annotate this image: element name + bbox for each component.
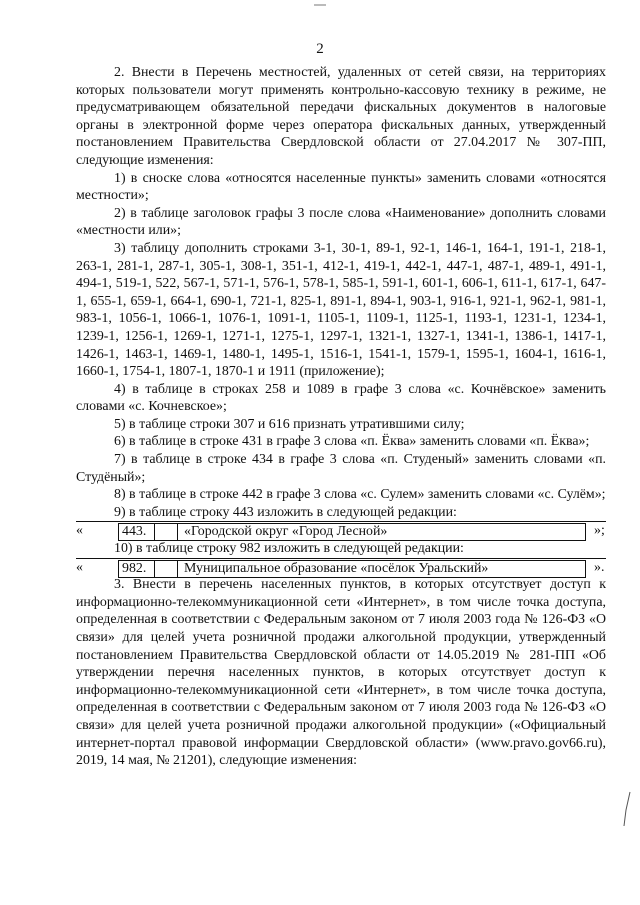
- margin-pen-mark: [620, 790, 634, 830]
- paragraph-item-2: 2. Внести в Перечень местностей, удаленных от сетей связи, на территориях которых пользователи могут применять контрольно-кассовую технику в режиме, не предусматривающем обязательной передачи фискальных документов в налоговые органы в электронной форме через оператора фискальных данных, утвержденный постановлением Правительства Свердловской области от 27.04.2017 № 307-ПП, следующие изменения:: [76, 65, 606, 168]
- subitem-9-wrap: [76, 504, 606, 523]
- paragraph-subitem-7: 7) в таблице в строке 434 в графе 3 слова «п. Студеный» заменить словами «п. Студёный»;: [76, 452, 606, 485]
- paragraph-subitem-9: 9) в таблице строку 443 изложить в следующей редакции:: [114, 504, 457, 520]
- row-number-cell: 982.: [119, 561, 155, 577]
- close-quote: ».: [594, 559, 605, 575]
- paragraph-subitem-10: 10) в таблице строку 982 изложить в следующей редакции:: [114, 541, 464, 557]
- subitem-10-wrap: [76, 540, 606, 559]
- row-name-cell: Муниципальное образование «посёлок Уральский»: [184, 560, 489, 576]
- table-row-982: [76, 559, 606, 577]
- paragraph-subitem-8: 8) в таблице в строке 442 в графе 3 слова «с. Сулем» заменить словами «с. Сулём»;: [114, 487, 606, 503]
- paragraph-subitem-3: 3) таблицу дополнить строками 3-1, 30-1, 89-1, 92-1, 146-1, 164-1, 191-1, 218-1, 263-1, 281-1, 287-1, 305-1, 308-1, 351-1, 412-1, 419-1, 442-1, 447-1, 487-1, 489-1, 491-1, 494-1, 519-1, 522, 567-1, 571-1, 576-1, 578-1, 585-1, 591-1, 601-1, 606-1, 611-1, 617-1, 647-1, 655-1, 659-1, 664-1, 690-1, 721-1, 825-1, 891-1, 894-1, 903-1, 916-1, 921-1, 962-1, 981-1, 983-1, 1056-1, 1066-1, 1076-1, 1091-1, 1105-1, 1109-1, 1125-1, 1193-1, 1231-1, 1234-1, 1239-1, 1256-1, 1269-1, 1271-1, 1275-1, 1297-1, 1321-1, 1327-1, 1341-1, 1386-1, 1417-1, 1426-1, 1463-1, 1469-1, 1480-1, 1495-1, 1516-1, 1541-1, 1579-1, 1595-1, 1604-1, 1616-1, 1660-1, 1754-1, 1807-1, 1870-1 и 1911 (приложение);: [76, 240, 606, 380]
- page-number: 2: [316, 41, 324, 57]
- empty-cell: [155, 524, 178, 540]
- close-quote: »;: [594, 523, 605, 539]
- paragraph-item-3: 3. Внести в перечень населенных пунктов, в которых отсутствует доступ к информационно-телекоммуникационной сети «Интернет», в том числе точка доступа, определенная в соответствии с Федеральным законом от 7 июля 2003 года № 126-ФЗ «О связи» для целей учета розничной продажи алкогольной продукции, утвержденный постановлением Правительства Свердловской области от 14.05.2019 № 281-ПП «Об утверждении перечня населенных пунктов, в которых отсутствует доступ к информационно-телекоммуникационной сети «Интернет», в том числе точка доступа, определенная в соответствии с Федеральным законом от 7 июля 2003 года № 126-ФЗ «О связи» для целей учета розничной продажи алкогольной продукции» («Официальный интернет-портал правовой информации Свердловской области» (www.pravo.gov66.ru), 2019, 14 мая, № 21201), следующие изменения:: [76, 577, 606, 769]
- paragraph-subitem-1: 1) в сноске слова «относятся населенные пункты» заменить словами «относятся местности»;: [76, 170, 606, 204]
- table-row-cells: [118, 523, 586, 541]
- row-number-cell: 443.: [119, 524, 155, 540]
- table-row-443: [76, 522, 606, 540]
- open-quote: «: [76, 559, 83, 575]
- paragraph-subitem-5: 5) в таблице строки 307 и 616 признать утратившими силу;: [114, 416, 465, 432]
- document-body: [76, 64, 606, 770]
- open-quote: «: [76, 523, 83, 539]
- table-row-cells: [118, 560, 586, 578]
- paragraph-subitem-6: 6) в таблице в строке 431 в графе 3 слова «п. Ёква» заменить словами «п. Ёква»;: [114, 434, 590, 450]
- paragraph-subitem-2: 2) в таблице заголовок графы 3 после слова «Наименование» дополнить словами «местности или»;: [76, 205, 606, 239]
- scan-artifact: [314, 4, 326, 6]
- paragraph-subitem-4: 4) в таблице в строках 258 и 1089 в графе 3 слова «с. Кочнёвское» заменить словами «с. Кочневское»;: [76, 381, 606, 415]
- row-name-cell: «Городской округ «Город Лесной»: [184, 524, 388, 540]
- empty-cell: [155, 561, 178, 577]
